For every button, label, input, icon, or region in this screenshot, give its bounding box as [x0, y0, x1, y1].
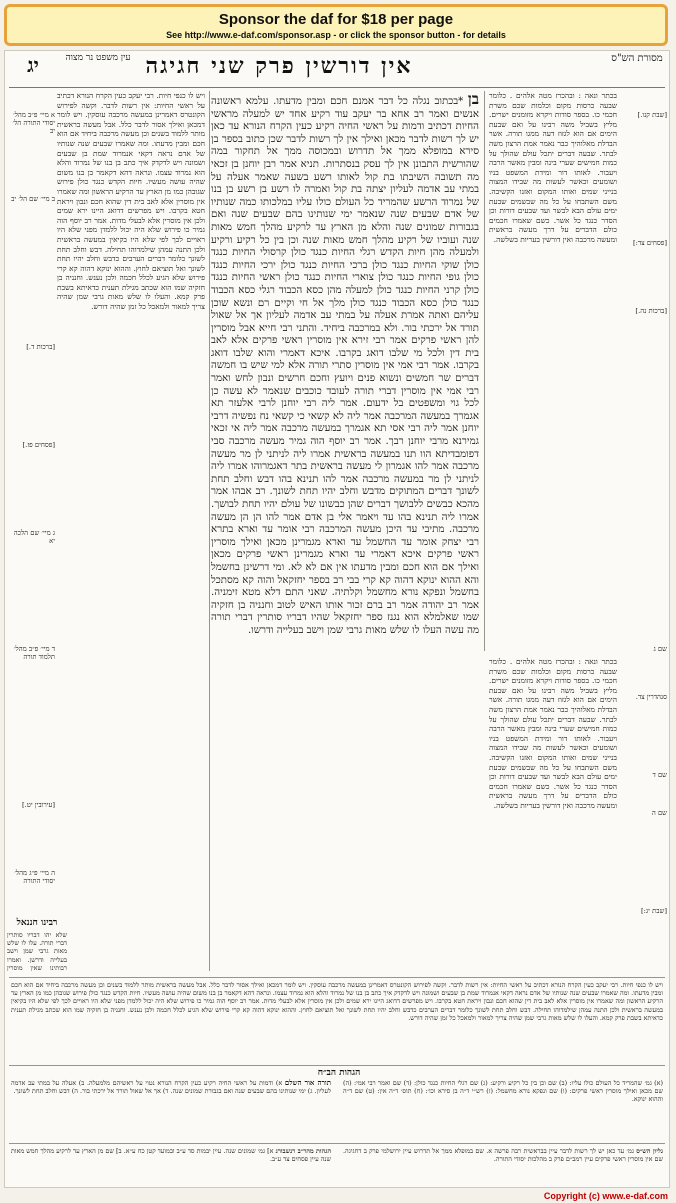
torah-or-heading: תורה אור השלם: [284, 1079, 331, 1087]
sponsor-subtitle: See http://www.e-daf.com/sponsor.asp - or click the sponsor button - for details: [166, 30, 506, 40]
ein-mishpat-label: עין משפט נר מצוה: [65, 53, 131, 63]
rabbeinu-chananel-text: [7, 931, 67, 973]
chapter-title: אין דורשין פרק שני חגיגה: [145, 53, 413, 79]
margin-ref: [שבת יג:]: [640, 907, 667, 915]
tosafot-column: [57, 91, 205, 971]
bottom-commentary: [11, 981, 663, 1061]
margin-ref: [ברכות נה.]: [635, 307, 667, 315]
margin-left-refs: [7, 111, 55, 885]
ranshburg-text: א] גמ׳ שמונים שנה. עיין יבמות סד ע״ב ובמועד קטן כח ע״א. ב] שם מן הארץ עד לרקיע מהלך חמש מאות שנה עיין פסחים צד ע״ב.: [11, 1147, 331, 1164]
header-rule: [9, 87, 665, 88]
sponsor-title: Sponsor the daf for $18 per page: [218, 11, 454, 28]
tosafot-text: ויש לו כנפי חיות. רבי יעקב כעין הקרח הנורא דכתיב על ראשי החיות: אין רשות לדבר. וקשה לפירוש הקונטרס דאמרינן במעשה מרכבה עוסקין. ויש לומר דמכאן ואילך אסור לדבר כלל. אבל מעשה בראשית מותר ללמוד בשנים וכן מעשה מרכבה ביחיד אם הוא חכם ומבין מדעתו. ומה שאמרו שבעים שנה שנותיו של אדם נראה דקאי אנמרוד שמת בן שבעים ושמונה ויש לדקדק איך כתב בן בנו של נמרוד והלא הוא נמרוד עצמו. ונראה דהא דקאמר בן בנו משום שהיה עושה מעשיו. חיות הקדש כנגד כולן פירוש שגובהן כמו מן הארץ עד הרקיע הראשון ומה שאמרו אין מוסרין אלא לאב בית דין שהוא חכם ונבון ויראת חטא בקרבו. ויש מפרשים דדואג היינו ירא שמים ולכן אין מוסרין אלא לבעלי מדות. אמר רב יוסף הוה גמיר כו פירוש שלא היה יכול ללמדן מפני שלא היו ראויים לכך לפי שלא היו בקיאין במעשה בראשית ולכן התנה עמהן שילמדוהו תחילה. דבש וחלב תחת לשונך כלומר דברים הערבים כדבש וחלב יהיו תחת לשונך ואל תוציאם לחוץ. וההוא ינוקא דהוה קא קרי פירוש שלא הגיע לכלל חכמה ולכן נענש. וחנניה בן חזקיה שמו הוא שכתב מגילת תענית כדאיתא בשבת פרק קמא. והעלו לו שלש מאות גרבי שמן שהיה צריך למאור ולמאכל כל זמן שהיה דורש.: [57, 91, 205, 312]
masechet-label: מסורת הש"ס: [611, 53, 663, 64]
gemara-text: *בכתוב נגלה כל דבר אמנם חכם ומבין מדעתו. עלמא ראשונה אנשים ואמר רב אחא בר יעקב עוד רקיע אחד יש למעלה מראשי החיות דכתיב ודמות על ראשי החיה רקיע כעין הקרח הנורא עד כאן יש לך רשות לדבר מכאן ואילך אין לך רשות לדבר שכן כתוב בספר בן סירא במופלא ממך אל תדרוש ובמכוסה ממך אל תחקור במה שהורשית התבונן אין לך עסק בנסתרות. תניא אמר רבן יוחנן בן זכאי מה תשובה השיבתו בת קול לאותו רשע בשעה שאמר אעלה על במתי עב אדמה לעליון יצתה בת קול ואמרה לו רשע בן רשע בן בנו של נמרוד הרשע שהמריד כל העולם כולו עליו במלכותו כמה שנותיו של אדם שבעים שנה שנאמר ימי שנותינו בהם שבעים שנה ואם בגבורות שמונים שנה והלא מן הארץ עד לרקיע מהלך חמש מאות שנה ועוביו של רקיע מהלך חמש מאות שנה וכן בין כל רקיע ורקיע ולמעלה מהן חיות הקדש רגלי החיות כנגד כולן קרסולי החיות כנגד כולן שוקי החיות כנגד כולן ברכי החיות כנגד כולן ירכי החיות כנגד כולן גופי החיות כנגד כולן צוארי החיות כנגד כולן ראשי החיות כנגד כולן קרני החיות כנגד כולן למעלה מהן כסא הכבוד רגלי כסא הכבוד כנגד כולן כסא הכבוד כנגד כולן מלך אל חי וקיים רם ונשא שוכן עליהם ואתה אמרת אעלה על במתי עב אדמה לעליון אך אל שאול תורד אל ירכתי בור. ולא במרכבה ביחיד. והתני רבי חייא אבל מוסרין להן ראשי פרקים אמר רבי זירא אין מוסרין ראשי פרקים אלא לאב בית דין ולכל מי שלבו דואג בקרבו. איכא דאמרי והוא שלבו דואג בקרבו. אמר רבי אמי אין מוסרין סתרי תורה אלא למי שיש בו חמשה דברים שר חמשים ונשוא פנים ויועץ וחכם חרשים ונבון לחש ואמר רבי אמי אין מוסרין דברי תורה לעובד כוכבים שנאמר לא עשה כן לכל גוי ומשפטים בל ידעום. אמר ליה רבי יוחנן לרבי אלעזר תא אגמרך במעשה המרכבה אמר ליה לא קשאי כי קשאי נח נפשיה דרבי יוחנן אמר ליה רבי אסי תא אגמרך במעשה מרכבה אמר ליה אי זכאי גמירנא מרבי יוחנן רבך. אמר רב יוסף הוה גמיר מעשה מרכבה סבי דפומבדיתא הוו תנו במעשה בראשית אמרו ליה לניתני לן מר מעשה מרכבה אמר להו אגמרון לי מעשה בראשית בתר דאגמרוהו אמרו ליה לניתני לן מר במעשה מרכבה אמר להו תנינא בהו דבש וחלב תחת לשונך דברים המתוקים מדבש וחלב יהיו תחת לשונך. רב אבהו אמר מהכא כבשים ללבושך דברים שהן כבשונו של עולם יהיו תחת לבושך. אמרו ליה תנינא בהו עד ויאמר אלי בן אדם אמר להו הן הן מעשה מרכבה. מתיבי עד היכן מעשה המרכבה רבי אומר עד וארא בתרא רבי יצחק אומר עד החשמל עד וארא מגמרינן מכאן ואילך מוסרין ראשי פרקים איכא דאמרי עד וארא מגמרינן ראשי פרקים מכאן ואילך אם הוא חכם ומבין מדעתו אין אם לא לא. ומי דרשינן בחשמל והא ההוא ינוקא דהוה קא קרי בבי רב בספר יחזקאל והוה קא מסתכל בחשמל ונפקא נורא מחשמל וקלתיה. שאני התם דלא מטא זימניה. אמר רב יהודה אמר רב ברם זכור אותו האיש לטוב וחנניה בן חזקיה שמו שאלמלא הוא נגנז ספר יחזקאל שהיו דבריו סותרין דברי תורה מה עשה העלו לו שלש מאות גרבי שמן וישב בעלייה ודרשו.: [211, 96, 479, 636]
bottom-commentary-text: ויש לו כנפי חיות. רבי יעקב כעין הקרח הנורא דכתיב על ראשי החיות: אין רשות לדבר. וקשה לפירוש הקונטרס דאמרינן במעשה מרכבה עוסקין. ויש לומר דמכאן ואילך אסור לדבר כלל. אבל מעשה בראשית מותר ללמוד בשנים וכן מעשה מרכבה ביחיד אם הוא חכם ומבין מדעתו. ומה שאמרו שבעים שנה שנותיו של אדם נראה דקאי אנמרוד שמת בן שבעים ושמונה ויש לדקדק איך כתב בן בנו של נמרוד והלא הוא נמרוד עצמו. ונראה דהא דקאמר בן בנו משום שהיה עושה מעשיו. חיות הקדש כנגד כולן פירוש שגובהן כמו מן הארץ עד הרקיע הראשון ומה שאמרו אין מוסרין אלא לאב בית דין שהוא חכם ונבון ויראת חטא בקרבו. ויש מפרשים דדואג היינו ירא שמים ולכן אין מוסרין אלא לבעלי מדות. אמר רב יוסף הוה גמיר כו פירוש שלא היה יכול ללמדן מפני שלא היו ראויים לכך לפי שלא היו בקיאין במעשה בראשית ולכן התנה עמהן שילמדוהו תחילה. דבש וחלב תחת לשונך כלומר דברים הערבים כדבש וחלב יהיו תחת לשונך ואל תוציאם לחוץ. וההוא ינוקא דהוה קא קרי פירוש שלא הגיע לכלל חכמה ולכן נענש. וחנניה בן חזקיה שמו הוא שכתב מגילת תענית כדאיתא בשבת פרק קמא. והעלו לו שלש מאות גרבי שמן שהיה צריך למאור ולמאכל כל זמן שהיה דורש.: [11, 981, 663, 1022]
margin-ref: ה מיי׳ פ״ג מהל׳ יסודי התורה: [14, 869, 55, 885]
daf-number: יג: [27, 53, 39, 77]
gilyon-heading: גליון הש״ס: [636, 1147, 663, 1155]
torah-or-column: [11, 1079, 331, 1139]
margin-ref: [שבת קנו.]: [637, 111, 667, 119]
talmud-page: [4, 50, 670, 1188]
margin-right-refs: [619, 111, 667, 915]
margin-ref: א מיי׳ פ״ב מהל׳ יסודי התורה הל׳ יב: [12, 111, 55, 135]
gemara-column: [211, 91, 479, 971]
rashi-text: בכתר ונאה : ובהכרז מטה אלהים . כלומר שבעה כרסות מקום וכלמות שכם משרת חכמי כו. בספר סודות ויקרא מזומנים ישרים. מליץ בשביל משה רבינו על ואם שבעת הימים אם הוא לגזוז דעה ממגו תורה. אשר הבדלת מאלוהיך כבר נאמר אמת הרצון משה לבתר. שבעה דברים יתכל עולם שהולך על כמות חמישים שערי בינה ומבין מאשר הרבה ויעבור. לאותו דור ומידת המשפט בניו ושומעים וכאשר לעשות מה שבידו המצוה בנייני שמים ואותו המקום ואזנו הקשיבה. משם השתבחו על כל מה שבשמים שבעת ימים עולם הבא לבשר ועד שבעים דורות וכן הסדר כנגד כל אשר. כשם שאמרו חכמים כולם הדברים על דרך מעשה בראשית ומעשה מרכבה ואין דורשין בעריות בשלשה.: [489, 91, 617, 244]
hagahot-column: [343, 1079, 663, 1139]
gilyon-text: גמ׳ עד כאן יש לך רשות לדבר עיין בבראשית רבה פרשה א. שם במופלא ממך אל תדרוש עיין ירושלמי פרק ב דחגיגה. שם אין מוסרין ראשי פרקים עיין רמב״ם פרק ב מהלכות יסודי התורה.: [343, 1147, 663, 1164]
margin-ref: סנהדרין צד.: [635, 693, 667, 701]
rabbeinu-chananel-body: שלא יהו דבריו סותרין דברי תורה. עלו לו שלש מאות גרבי שמן וישב בעלייה ודרשן. ואמרו רבותינו שאין מוסרין: [7, 931, 67, 972]
margin-ref: [עירובין יט.]: [21, 801, 55, 809]
ranshburg-column: [11, 1147, 331, 1183]
rashi-column: [489, 91, 617, 651]
margin-ref: שם ג: [653, 645, 667, 653]
rashi-text: בכתר ונאה : ובהכרז מטה אלהים . כלומר שבעה כרסות מקום וכלמות שכם משרת חכמי כו. בספר סודות ויקרא מזומנים ישרים. מליץ בשביל משה רבינו על ואם שבעת הימים אם הוא לגזוז דעה ממגו תורה. אשר הבדלת מאלוהיך כבר נאמר אמת הרצון משה לבתר. שבעה דברים יתכל עולם שהולך על כמות חמישים שערי בינה ומבין מאשר הרבה ויעבור. לאותו דור ומידת המשפט בניו ושומעים וכאשר לעשות מה שבידו המצוה בנייני שמים ואותו המקום ואזנו הקשיבה. משם השתבחו על כל מה שבשמים שבעת ימים עולם הבא לבשר ועד שבעים דורות וכן הסדר כנגד כל אשר. כשם שאמרו חכמים כולם הדברים על דרך מעשה בראשית ומעשה מרכבה ואין דורשין בעריות בשלשה.: [489, 657, 617, 810]
copyright-link[interactable]: Copyright (c) www.e-daf.com: [543, 1191, 668, 1201]
margin-ref: [ברכות ד.]: [26, 343, 55, 351]
torah-or-text: א) ודמות על ראשי החיה רקיע כעין הקרח הנורא נטוי על ראשיהם מלמעלה. ב) אעלה על במתי עב אדמה לעליון. ג) ימי שנותינו בהם שבעים שנה ואם בגבורת שמונים שנה. ד) אך אל שאול תורד אל ירכתי בור. ה) דבש וחלב תחת לשונך.: [11, 1079, 331, 1096]
hagahot-heading: הגהות הב״ח: [317, 1068, 361, 1078]
margin-ref: [פסחים פז.]: [22, 441, 55, 449]
divider: [209, 91, 210, 971]
divider: [9, 1143, 665, 1144]
margin-ref: שם ד: [652, 771, 667, 779]
hagahot-text: (א) גמ׳ שהמריד כל העולם כולו עליו: (ב) שם וכן בין כל רקיע ורקיע: (ג) שם רגלי החיות כנגד כולן: (ד) שם ואמר רבי אמי: (ה) שם מכאן ואילך מוסרין ראשי פרקים: (ו) שם ונפקא נורא מחשמל: (ז) רש״י ד״ה בן סירא וכו׳: (ח) תוס׳ ד״ה אין: (ט) שם ד״ה וההוא ינוקא.: [343, 1079, 663, 1104]
margin-ref: [פסחים צד:]: [632, 239, 667, 247]
divider: [9, 977, 665, 978]
rabbeinu-chananel-heading: רבינו חננאל: [16, 918, 58, 928]
divider: [484, 91, 485, 651]
gilyon-column: [343, 1147, 663, 1183]
rashi-continuation: [489, 657, 617, 971]
sponsor-banner[interactable]: [4, 4, 668, 46]
gemara-lead-word: בן: [467, 91, 479, 108]
ranshburg-heading: הגהות מהר״ב רנשבורג: [275, 1147, 331, 1155]
margin-ref: שם ה: [651, 809, 667, 817]
margin-ref: ב מיי׳ שם הל׳ יב: [11, 195, 55, 203]
margin-ref: ג מיי׳ שם הלכה יא: [13, 529, 55, 545]
divider: [9, 1065, 665, 1066]
margin-ref: ד מיי׳ פ״ב מהל׳ תלמוד תורה: [13, 645, 55, 661]
